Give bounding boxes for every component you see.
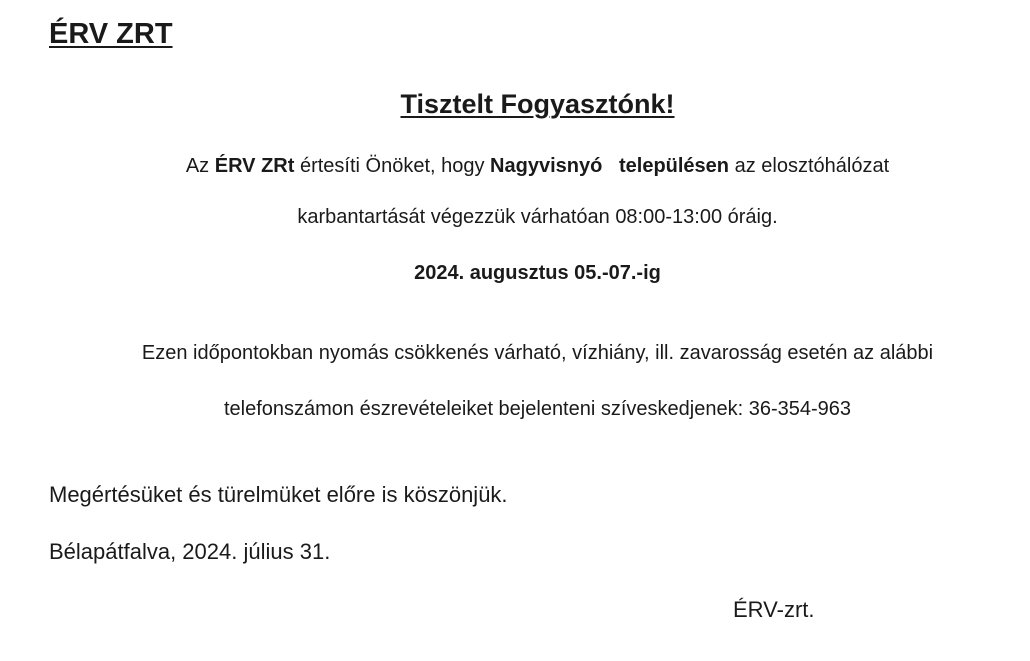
- p1-text-2: értesíti Önöket, hogy: [294, 155, 491, 177]
- notice-paragraph-2: karbantartását végezzük várhatóan 08:00-13:00 óráig.: [297, 206, 778, 228]
- company-name: ÉRV ZRT: [49, 18, 173, 50]
- place-date-line: Bélapátfalva, 2024. július 31.: [49, 539, 331, 564]
- p1-location-bold: Nagyvisnyó településen: [490, 155, 730, 177]
- p1-text-1: Az: [185, 155, 215, 177]
- notice-paragraph-1: [0, 155, 1030, 178]
- notice-paragraph-5: telefonszámon észrevételeiket bejelenteni szíveskedjenek: 36-354-963: [223, 398, 852, 420]
- notice-paragraph-4: Ezen időpontokban nyomás csökkenés várható, vízhiány, ill. zavarosság esetén az alábbi: [141, 342, 934, 364]
- p1-company-bold: ÉRV ZRt: [214, 155, 295, 177]
- signature: ÉRV-zrt.: [733, 597, 815, 622]
- p1-text-3: az elosztóhálózat: [729, 155, 890, 177]
- notice-greeting: Tisztelt Fogyasztónk!: [400, 89, 675, 119]
- notice-date-range: 2024. augusztus 05.-07.-ig: [414, 262, 661, 284]
- thanks-line: Megértésüket és türelmüket előre is köszönjük.: [49, 482, 508, 507]
